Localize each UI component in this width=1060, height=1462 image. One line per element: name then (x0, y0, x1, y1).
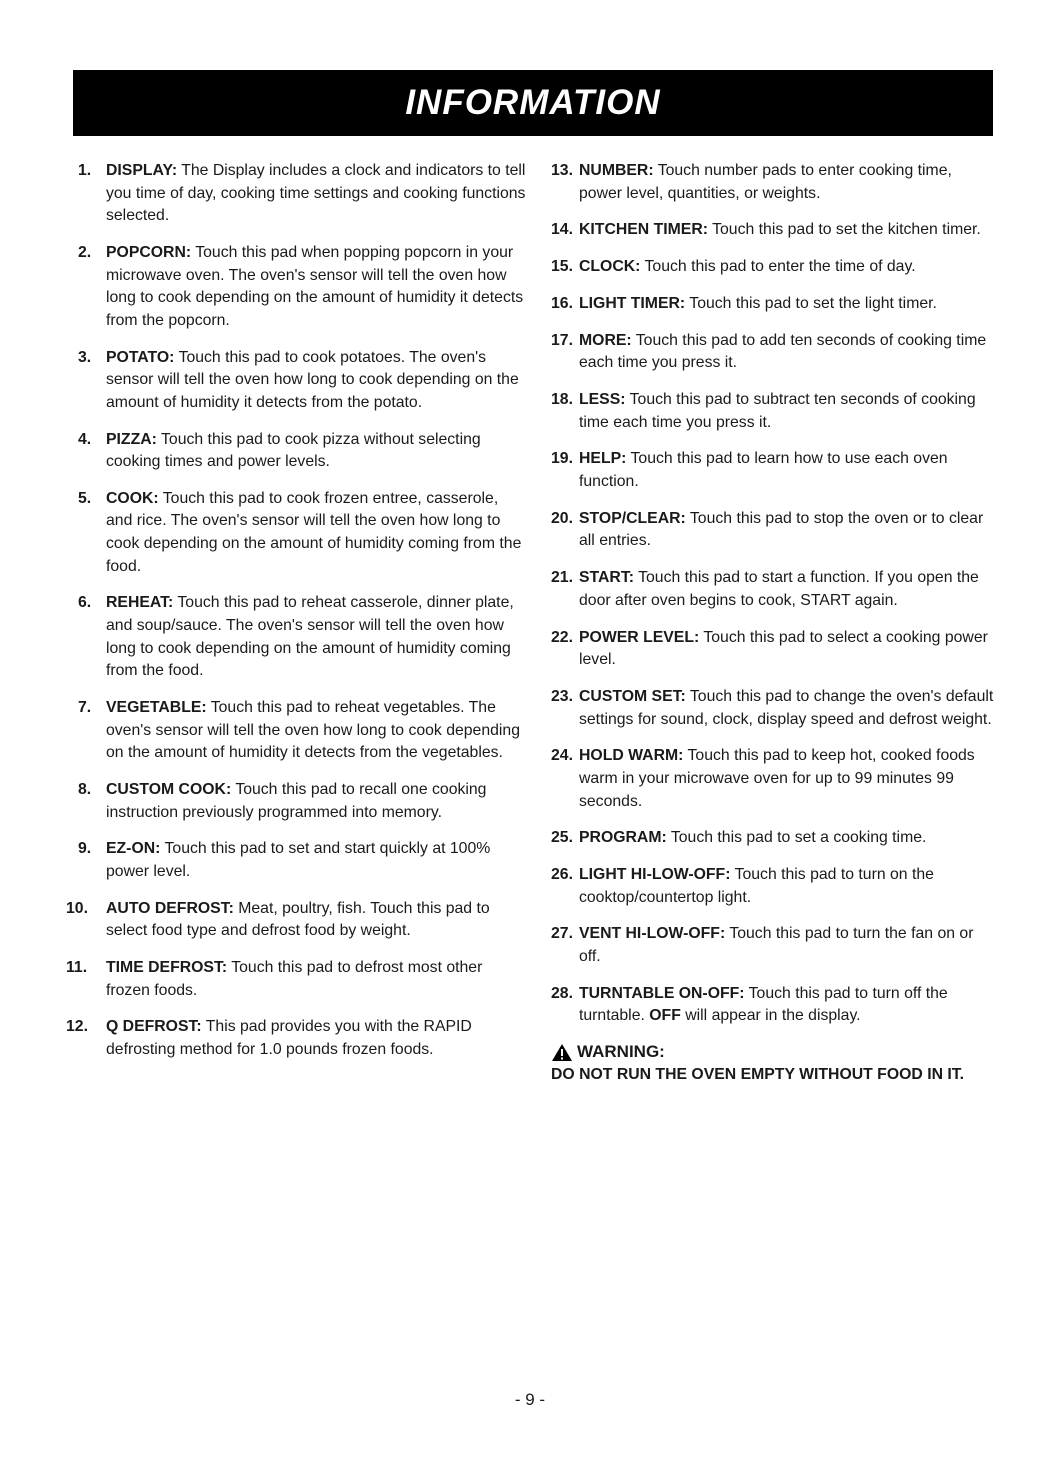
list-item (551, 389, 996, 434)
item-text: Touch this pad to set the kitchen timer. (712, 221, 981, 239)
list-item (78, 160, 528, 228)
list-item (78, 779, 528, 824)
item-label: EZ-ON: (106, 840, 161, 858)
item-text: Touch this pad to reheat casserole, dinner plate, and soup/sauce. The oven's sensor will tell the oven how long to cook depending on the amount of humidity coming from the food. (106, 594, 514, 680)
item-number: 23. (551, 687, 573, 705)
item-label: DISPLAY: (106, 162, 178, 179)
item-text: Touch this pad to cook frozen entree, casserole, and rice. The oven's sensor will tell the oven how long to cook depending on the amount of humidity coming from the food. (106, 489, 522, 575)
item-label: TURNTABLE ON-OFF: (579, 984, 745, 1002)
warning-heading: WARNING: (577, 1042, 665, 1062)
item-number: 22. (551, 628, 573, 646)
item-number: 4. (78, 430, 92, 448)
item-text: Touch this pad to defrost most other frozen foods. (106, 959, 483, 999)
list-item (551, 448, 996, 493)
item-label: REHEAT: (106, 594, 174, 612)
list-item (78, 592, 528, 682)
item-label: NUMBER: (579, 162, 654, 179)
list-item (78, 242, 528, 332)
item-number: 24. (551, 747, 573, 765)
list-item (66, 1016, 528, 1061)
item-label: CLOCK: (579, 258, 641, 276)
item-label: STOP/CLEAR: (579, 509, 686, 527)
item-label: POTATO: (106, 348, 175, 366)
item-text: Touch this pad to reheat vegetables. The oven's sensor will tell the oven how long to cook depending on the amount of humidity it detects from the vegetables. (106, 699, 520, 762)
item-label: COOK: (106, 489, 159, 507)
item-number: 5. (78, 489, 92, 507)
list-item (551, 256, 996, 279)
list-item (78, 347, 528, 415)
list-item (551, 219, 996, 242)
warning-triangle-icon (551, 1043, 573, 1062)
item-text: The Display includes a clock and indicators to tell you time of day, cooking time settings and cooking functions selected. (106, 162, 526, 225)
warning-heading-row (551, 1042, 996, 1062)
list-item (551, 508, 996, 553)
item-text: Touch this pad to set and start quickly at 100% power level. (106, 840, 491, 880)
list-item (551, 293, 996, 316)
left-column (66, 160, 528, 1076)
item-label: POPCORN: (106, 243, 192, 261)
item-text: Touch this pad to set a cooking time. (670, 829, 927, 847)
item-label: CUSTOM SET: (579, 687, 686, 705)
item-text: Touch this pad to turn the fan on or off. (579, 925, 974, 966)
item-text: Touch this pad to learn how to use each oven function. (579, 450, 948, 491)
item-number: 16. (551, 294, 573, 312)
item-number: 26. (551, 866, 573, 884)
item-number: 6. (78, 594, 92, 612)
right-column (551, 160, 996, 1087)
item-number: 27. (551, 925, 573, 943)
list-item (551, 745, 996, 813)
list-item (66, 957, 528, 1002)
item-text: This pad provides you with the RAPID defrosting method for 1.0 pounds frozen foods. (106, 1018, 472, 1059)
list-item (78, 488, 528, 578)
item-text: Touch this pad to turn off the turntable. (579, 984, 948, 1025)
item-label: LESS: (579, 391, 626, 409)
list-item (66, 898, 528, 943)
item-text: Touch this pad to cook pizza without selecting cooking times and power levels. (106, 430, 481, 471)
item-label: HOLD WARM: (579, 747, 684, 765)
item-text: Touch this pad to recall one cooking instruction previously programmed into memory. (106, 780, 487, 821)
item-number: 14. (551, 221, 573, 239)
list-item (551, 160, 996, 205)
item-number: 21. (551, 569, 573, 587)
list-item (551, 567, 996, 612)
page-number: - 9 - (514, 1390, 546, 1409)
item-text: Meat, poultry, fish. Touch this pad to select food type and defrost food by weight. (106, 899, 490, 940)
warning-block (551, 1042, 996, 1087)
list-item (551, 923, 996, 968)
item-label: KITCHEN TIMER: (579, 221, 708, 239)
item-text: Touch this pad to keep hot, cooked foods warm in your microwave oven for up to 99 minutes 99 seconds. (579, 747, 975, 810)
item-number: 19. (551, 450, 573, 468)
item-text: Touch this pad to stop the oven or to clear all entries. (579, 509, 984, 550)
item-number: 2. (78, 243, 92, 261)
item-number: 13. (551, 162, 573, 179)
item-label: MORE: (579, 331, 632, 349)
item-number: 12. (66, 1018, 88, 1036)
item-number: 1. (78, 162, 92, 179)
item-label: TIME DEFROST: (106, 959, 228, 977)
item-label: VEGETABLE: (106, 699, 207, 716)
item-text: Touch this pad to cook potatoes. The oven's sensor will tell the oven how long to cook depending on the amount of humidity it detects from the potato. (106, 348, 519, 411)
item-text: Touch this pad to change the oven's default settings for sound, clock, display speed and defrost weight. (579, 687, 994, 728)
item-emphasis: OFF (649, 1007, 681, 1025)
page-title: INFORMATION (405, 83, 661, 122)
list-item (78, 697, 528, 765)
item-label: CUSTOM COOK: (106, 780, 232, 798)
item-number: 18. (551, 391, 573, 409)
item-label: START: (579, 569, 634, 587)
item-number: 7. (78, 699, 92, 716)
item-text: Touch this pad to enter the time of day. (644, 258, 916, 276)
list-item (78, 429, 528, 474)
item-label: Q DEFROST: (106, 1018, 202, 1036)
item-label: AUTO DEFROST: (106, 899, 234, 917)
item-number: 8. (78, 780, 92, 798)
list-item (551, 686, 996, 731)
list-item (78, 838, 528, 883)
item-label: LIGHT HI-LOW-OFF: (579, 866, 731, 884)
item-text: Touch this pad to select a cooking power level. (579, 628, 988, 669)
item-label: POWER LEVEL: (579, 628, 700, 646)
item-number: 28. (551, 984, 573, 1002)
item-label: LIGHT TIMER: (579, 294, 686, 312)
item-number: 25. (551, 829, 573, 847)
item-number: 10. (66, 899, 88, 917)
item-number: 17. (551, 331, 573, 349)
item-number: 11. (66, 959, 88, 977)
item-text: Touch this pad to subtract ten seconds of cooking time each time you press it. (579, 391, 976, 431)
header-banner (73, 70, 993, 136)
list-item (551, 983, 996, 1028)
list-item (551, 627, 996, 672)
item-label: HELP: (579, 450, 627, 468)
item-text: will appear in the display. (685, 1007, 861, 1025)
item-number: 20. (551, 509, 573, 527)
item-number: 15. (551, 258, 573, 276)
list-item (551, 330, 996, 375)
item-text: Touch this pad when popping popcorn in your microwave oven. The oven's sensor will tell the oven how long to cook depending on the amount of humidity it detects from the popcorn. (106, 243, 524, 329)
item-text: Touch this pad to start a function. If you open the door after oven begins to cook, START again. (579, 569, 979, 609)
item-label: VENT HI-LOW-OFF: (579, 925, 726, 943)
item-label: PIZZA: (106, 430, 157, 448)
item-text: Touch this pad to set the light timer. (689, 294, 937, 312)
item-text: Touch number pads to enter cooking time, power level, quantities, or weights. (579, 162, 952, 202)
item-number: 9. (78, 840, 92, 858)
item-text: Touch this pad to turn on the cooktop/countertop light. (579, 866, 934, 906)
item-number: 3. (78, 348, 92, 366)
warning-text: DO NOT RUN THE OVEN EMPTY WITHOUT FOOD IN IT. (551, 1066, 965, 1084)
item-text: Touch this pad to add ten seconds of cooking time each time you press it. (579, 331, 987, 372)
list-item (551, 864, 996, 909)
item-label: PROGRAM: (579, 829, 667, 847)
list-item (551, 827, 996, 850)
